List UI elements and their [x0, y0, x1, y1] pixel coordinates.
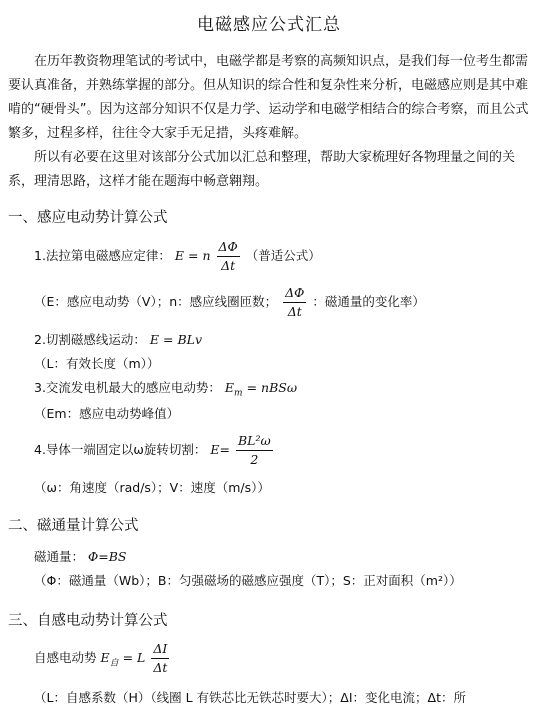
formula-rotation-desc: （ω：角速度（rad/s）；V：速度（m/s）） — [34, 480, 270, 495]
formula-label: 自感电动势 — [34, 650, 97, 665]
intro-paragraph-1: 在历年教资物理笔试的考试中，电磁学都是考察的高频知识点，是我们每一位考生都需要认真准备，并熟练掌握的部分。但从知识的综合性和复杂性来分析，电磁感应则是其中难啃的“硬骨头”。因为这部分知识不仅是力学、运动学和电磁学相结合的综合考察，而且公式繁多，过程多样，往往令大家手无足措，头疼难解。 — [8, 54, 529, 141]
eq-subscript: 自 — [109, 658, 119, 669]
formula-faraday — [34, 238, 321, 275]
fraction-numerator: ΔΦ — [217, 238, 240, 257]
formula-eq — [224, 380, 298, 399]
eq-symbol: E — [100, 650, 110, 665]
eq-rest: = nBSω — [242, 380, 298, 395]
formula-label: 4.导体一端固定以ω旋转切割： — [34, 442, 207, 457]
eq-subscript: m — [234, 388, 243, 399]
formula-lhs: E = n — [174, 248, 211, 263]
fraction — [151, 640, 169, 677]
page-title: 电磁感应公式汇总 — [197, 15, 341, 35]
fraction-denominator: Δt — [287, 304, 302, 319]
formula-generator-desc: （Em：感应电动势峰值） — [34, 406, 180, 421]
formula-eq — [100, 650, 146, 669]
formula-label: 1.法拉第电磁感应定律： — [34, 248, 171, 263]
desc-part-b: ：磁通量的变化率） — [312, 294, 425, 309]
formula-cutting-desc: （L：有效长度（m）） — [34, 356, 160, 371]
formula-rotation — [34, 432, 275, 469]
formula-self-induction — [34, 640, 171, 677]
formula-eq: Φ=BS — [88, 549, 127, 564]
fraction — [236, 432, 273, 469]
fraction-denominator: Δt — [153, 660, 168, 675]
fraction — [283, 284, 306, 321]
section-heading-self-induction: 三、自感电动势计算公式 — [8, 613, 168, 629]
fraction-numerator: ΔI — [151, 640, 169, 659]
eq-symbol: E — [224, 380, 235, 395]
fraction-denominator: Δt — [221, 258, 236, 273]
formula-flux-desc: （Φ：磁通量（Wb）；B：匀强磁场的磁感应强度（T）；S：正对面积（m²）） — [34, 573, 462, 588]
formula-lhs: E= — [210, 442, 230, 457]
desc-part-a: （E：感应电动势（V）；n：感应线圈匝数； — [34, 294, 278, 309]
section-heading-emf: 一、感应电动势计算公式 — [8, 210, 168, 226]
formula-cutting — [34, 330, 202, 348]
intro-paragraph-2: 所以有必要在这里对该部分公式加以汇总和整理，帮助大家梳理好各物理量之间的关系，理清思路，这样才能在题海中畅意翱翔。 — [8, 150, 516, 189]
formula-label: 2.切割磁感线运动： — [34, 332, 146, 347]
formula-self-induction-desc: （L：自感系数（H）（线圈 L 有铁芯比无铁芯时要大）；ΔI：变化电流；Δt：所 — [34, 690, 466, 705]
formula-eq: E = BLv — [149, 332, 203, 347]
formula-label: 磁通量： — [34, 549, 85, 564]
fraction-denominator: 2 — [250, 452, 259, 467]
fraction-numerator: ΔΦ — [283, 284, 306, 303]
fraction-numerator: BL²ω — [236, 432, 273, 451]
formula-generator — [34, 378, 297, 399]
eq-rest: = L — [118, 650, 146, 665]
formula-note: （普适公式） — [245, 248, 321, 263]
formula-flux — [34, 547, 126, 565]
formula-label: 3.交流发电机最大的感应电动势： — [34, 380, 221, 395]
fraction — [217, 238, 240, 275]
formula-faraday-desc — [34, 284, 425, 321]
section-heading-flux: 二、磁通量计算公式 — [8, 518, 139, 534]
